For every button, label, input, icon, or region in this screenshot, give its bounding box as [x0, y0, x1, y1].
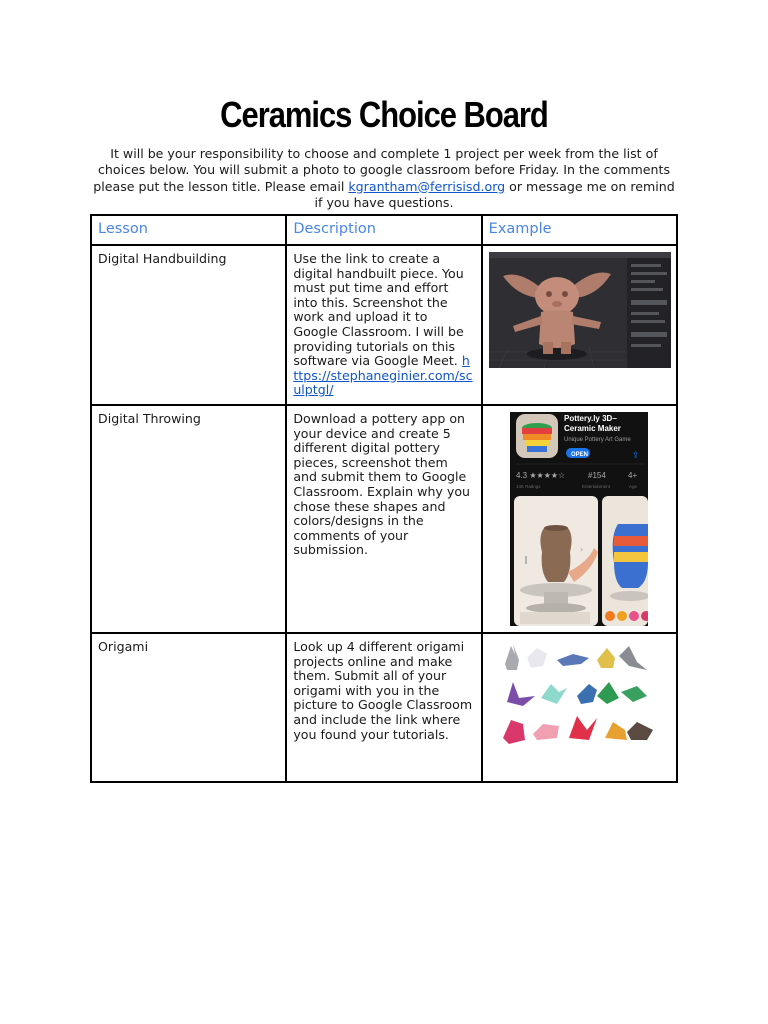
app-rank: #154 — [588, 470, 607, 480]
app-age: 4+ — [628, 470, 638, 480]
lesson-cell: Digital Handbuilding — [91, 245, 286, 405]
sculptgl-link[interactable]: https://stephaneginier.com/sculptgl/ — [293, 353, 473, 398]
description-cell: Look up 4 different origami projects online and make them. Submit all of your origami with you in the picture to Google Classroom and include the link where you found your tutorials. — [286, 633, 481, 782]
chevron-right-icon: › — [580, 544, 584, 554]
example-cell — [482, 405, 677, 633]
app-rating: 4.3 ★★★★☆ — [516, 470, 566, 480]
pottery-app-store-image — [510, 412, 648, 626]
app-open-label[interactable]: OPEN — [571, 451, 589, 458]
pause-icon: ‖ — [524, 554, 529, 564]
email-link[interactable]: kgrantham@ferrisisd.org — [348, 178, 506, 194]
table-row — [91, 633, 677, 782]
app-age-label: Age — [629, 483, 638, 489]
table-row — [91, 405, 677, 633]
description-cell — [286, 245, 481, 405]
app-rank-label: Entertainment — [582, 483, 611, 489]
share-icon[interactable]: ⇪ — [632, 450, 640, 461]
table-header-row — [91, 215, 677, 245]
example-cell — [482, 633, 677, 782]
app-subtitle: Unique Pottery Art Game — [564, 436, 632, 443]
example-cell — [482, 245, 677, 405]
lesson-cell: Digital Throwing — [91, 405, 286, 633]
header-lesson: Lesson — [91, 215, 286, 245]
app-ratings-count: 14K Ratings — [516, 483, 541, 489]
origami-animals-image — [497, 640, 661, 748]
description-text: Use the link to create a digital handbuilt piece. You must put time and effort into this. Screenshot the work and upload it to Google Classroom. I will be providing tutorials on this software via Google Meet. — [293, 251, 464, 369]
intro-text-1: It will be your responsibility to choose and complete 1 project per week from the list of choices below. You will submit a photo to google classroom before Friday. In the comments please put the lesson title. Please email — [93, 146, 671, 194]
lesson-cell: Origami — [91, 633, 286, 782]
table-row — [91, 245, 677, 405]
header-description: Description — [286, 215, 481, 245]
sculpted-creature-image — [489, 252, 671, 368]
choice-board-table — [90, 214, 678, 783]
intro-text-2: or message me on remind if you have questions. — [314, 178, 675, 210]
description-cell: Download a pottery app on your device and create 5 different digital pottery pieces, screenshot them and submit them to Google Classroom. Explain why you chose these shapes and colors/designs in the comments of your submission. — [286, 405, 481, 633]
app-name: Pottery.ly 3D– — [564, 413, 618, 423]
app-name-line2: Ceramic Maker — [564, 423, 622, 433]
header-example: Example — [482, 215, 677, 245]
intro-paragraph — [92, 146, 676, 211]
page-title: Ceramics Choice Board — [220, 94, 548, 135]
